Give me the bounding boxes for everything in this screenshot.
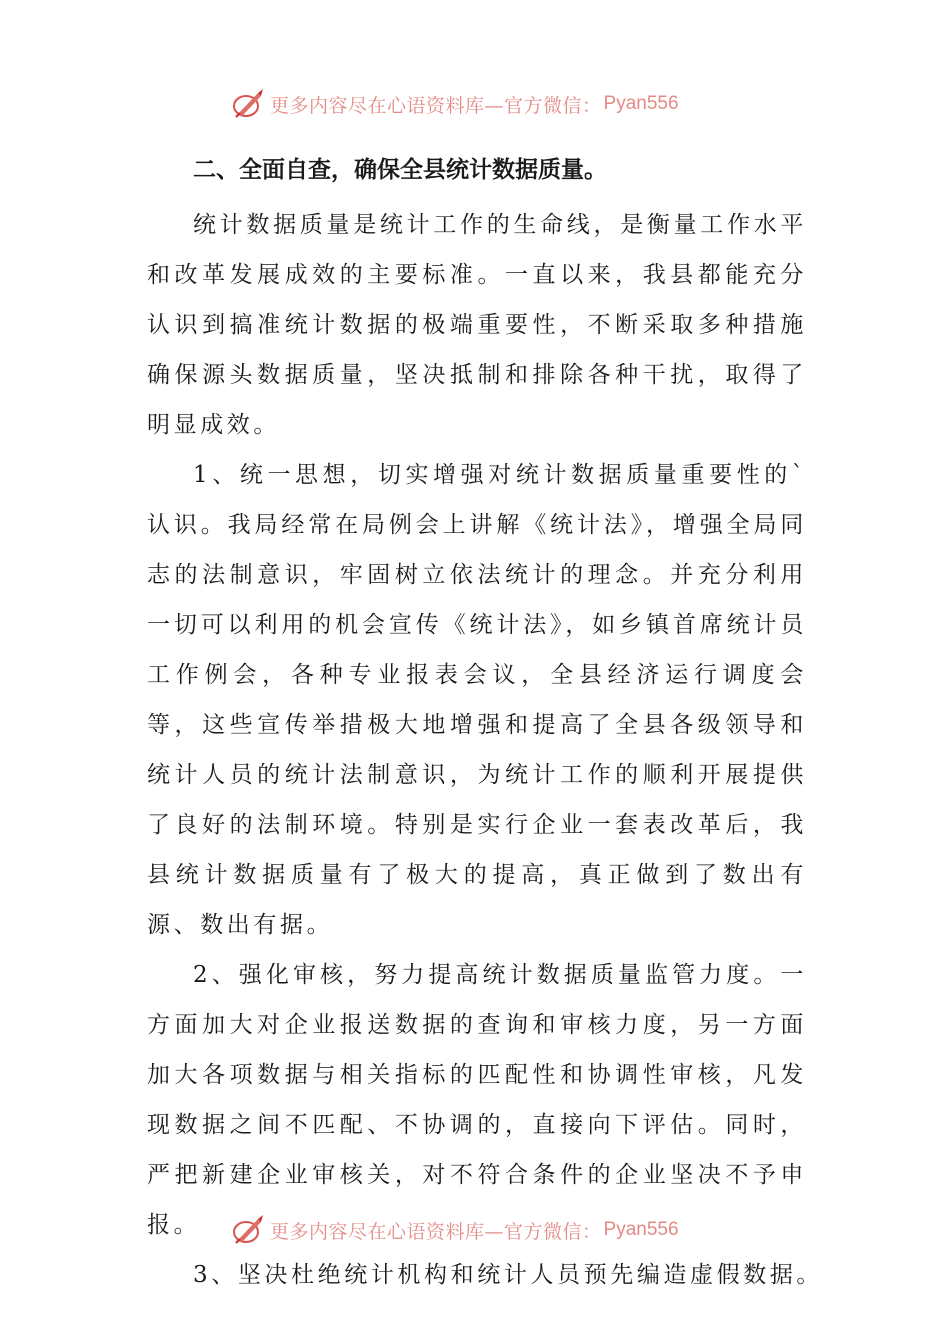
watermark-text: 更多内容尽在心语资料库—官方微信： xyxy=(270,1220,602,1243)
paragraph-item-1: 1、统一思想，切实增强对统计数据质量重要性的`认识。我局经常在局例会上讲解《统计法》，增强全局同志的法制意识，牢固树立依法统计的理念。并充分利用一切可以利用的机会宣传《统计法》，如乡镇首席统计员工作例会，各种专业报表会议，全县经济运行调度会等，这些宣传举措极大地增强和提高了全县各级领导和统计人员的统计法制意识，为统计工作的顺利开展提供了良好的法制环境。特别是实行企业一套表改革后，我县统计数据质量有了极大的提高，真正做到了数出有源、数出有据。 xyxy=(147,462,807,938)
watermark-wechat-id: Pyan556 xyxy=(603,93,679,114)
header-watermark xyxy=(232,84,752,124)
quill-pen-logo-icon xyxy=(232,87,266,121)
paragraph-item-2: 2、强化审核，努力提高统计数据质量监管力度。一方面加大对企业报送数据的查询和审核力度，另一方面加大各项数据与相关指标的匹配性和协调性审核，凡发现数据之间不匹配、不协调的，直接向下评估。同时，严把新建企业审核关，对不符合条件的企业坚决不予申报。 xyxy=(147,962,807,1238)
footer-watermark xyxy=(232,1210,752,1250)
watermark-text: 更多内容尽在心语资料库—官方微信： xyxy=(270,94,602,117)
paragraph-item-3: 3、坚决杜绝统计机构和统计人员预先编造虚假数据。 xyxy=(193,1262,824,1288)
paragraph-intro: 统计数据质量是统计工作的生命线，是衡量工作水平和改革发展成效的主要标准。一直以来，我县都能充分认识到搞准统计数据的极端重要性，不断采取多种措施确保源头数据质量，坚决抵制和排除各种干扰，取得了明显成效。 xyxy=(147,212,807,438)
watermark-wechat-id: Pyan556 xyxy=(603,1219,679,1240)
quill-pen-logo-icon xyxy=(232,1213,266,1247)
section-heading: 二、全面自查，确保全县统计数据质量。 xyxy=(193,157,607,183)
document-body xyxy=(147,150,824,1300)
